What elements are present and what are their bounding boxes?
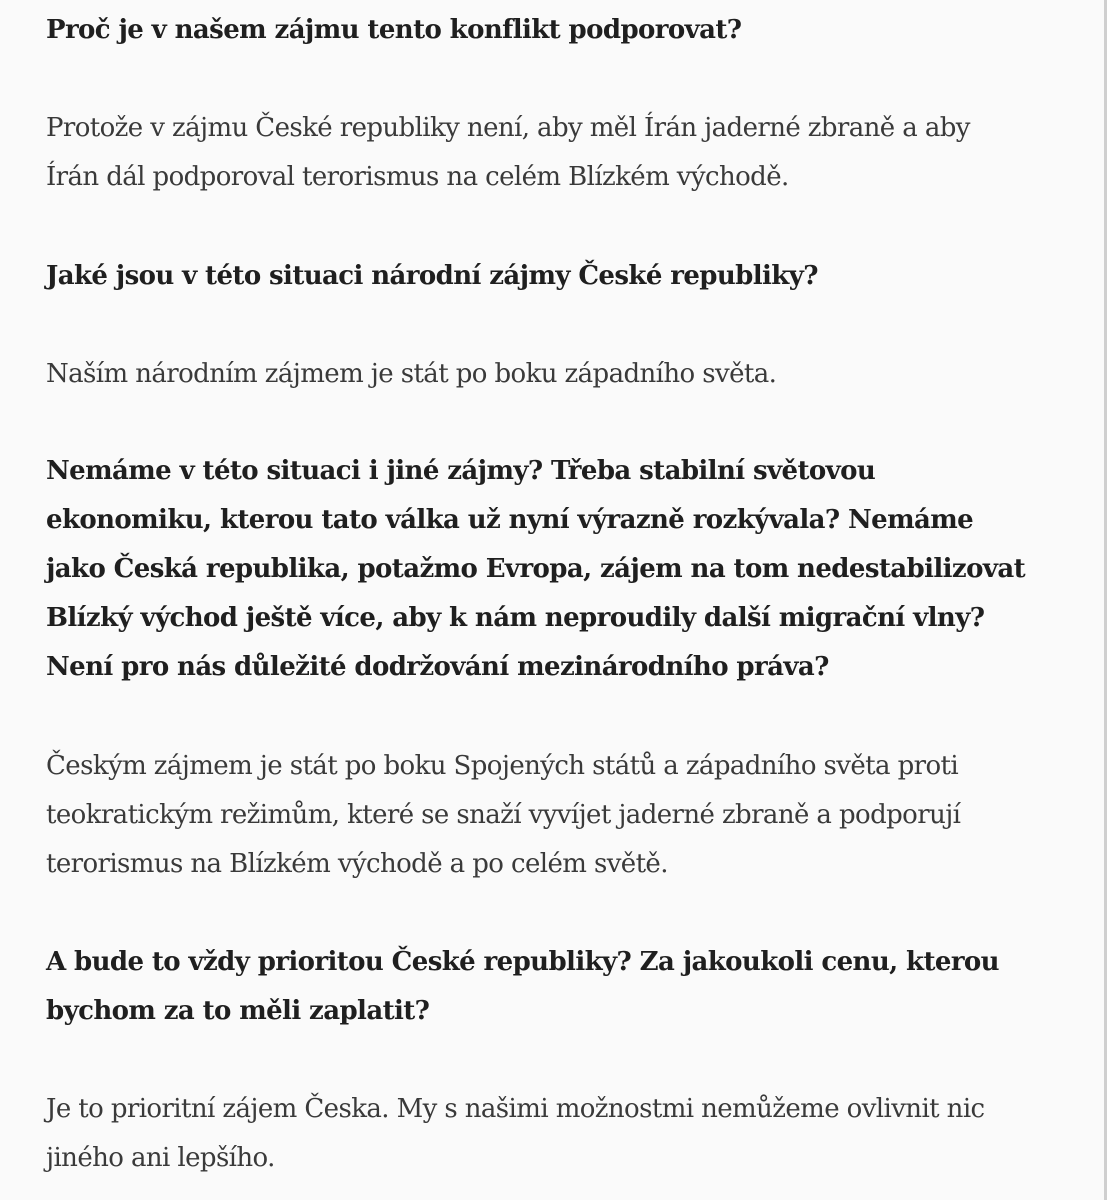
answer-2 [46,350,1066,399]
question-4-line-1: A bude to vždy prioritou České republiky? Za jakoukoli cenu, kterou [46,947,999,977]
answer-4-line-1: Je to prioritní zájem Česka. My s našimi možnostmi nemůžeme ovlivnit nic [46,1094,985,1124]
question-3-line-5: Není pro nás důležité dodržování mezinárodního práva? [46,652,829,682]
answer-3 [46,742,1066,889]
question-3-line-3: jako Česká republika, potažmo Evropa, zájem na tom nedestabilizovat [46,554,1025,584]
answer-1-line-2: Írán dál podporoval terorismus na celém Blízkém východě. [46,162,789,192]
answer-1-line-1: Protože v zájmu České republiky není, aby měl Írán jaderné zbraně a aby [46,113,970,143]
answer-1 [46,104,1066,202]
answer-3-line-1: Českým zájmem je stát po boku Spojených států a západního světa proti [46,751,959,781]
question-2 [46,252,1066,301]
question-3-line-2: ekonomiku, kterou tato válka už nyní výrazně rozkývala? Nemáme [46,505,974,535]
answer-4-line-2: jiného ani lepšího. [46,1143,275,1173]
question-4 [46,938,1066,1036]
answer-3-line-2: teokratickým režimům, které se snaží vyvíjet jaderné zbraně a podporují [46,800,961,830]
question-2-line-1: Jaké jsou v této situaci národní zájmy České republiky? [46,261,818,291]
answer-4 [46,1085,1066,1183]
answer-3-line-3: terorismus na Blízkém východě a po celém světě. [46,849,668,879]
question-1 [46,6,1066,55]
question-3-line-4: Blízký východ ještě více, aby k nám neproudily další migrační vlny? [46,603,985,633]
question-3 [46,447,1066,692]
question-3-line-1: Nemáme v této situaci i jiné zájmy? Třeba stabilní světovou [46,456,876,486]
question-1-line-1: Proč je v našem zájmu tento konflikt podporovat? [46,15,742,45]
answer-2-line-1: Naším národním zájmem je stát po boku západního světa. [46,359,777,389]
question-4-line-2: bychom za to měli zaplatit? [46,996,430,1026]
